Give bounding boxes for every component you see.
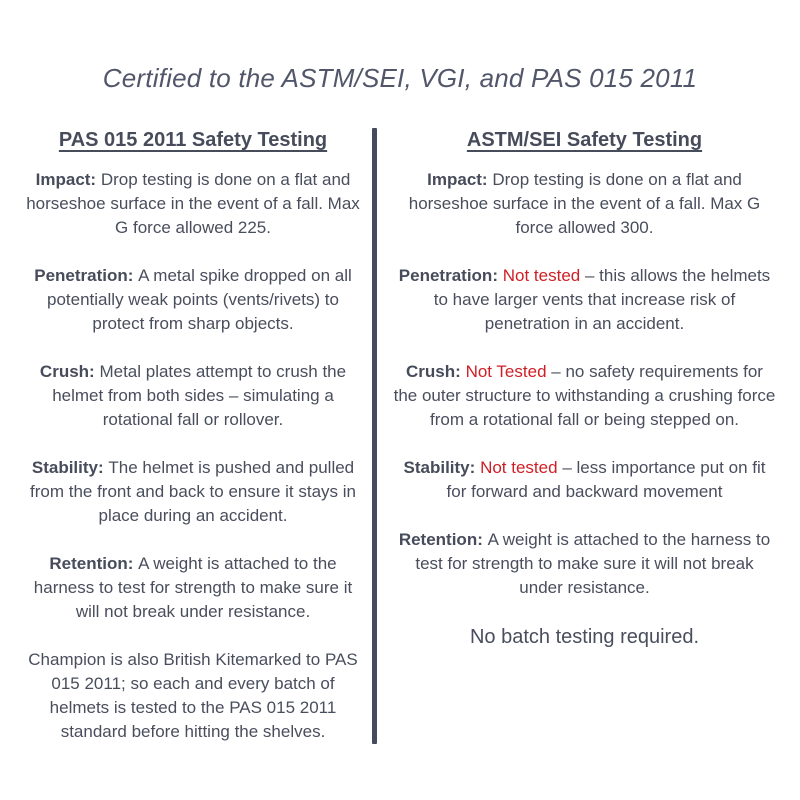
- pas-retention-item: [26, 552, 360, 624]
- comparison-columns: [0, 128, 800, 744]
- astm-impact-item: [393, 168, 776, 240]
- impact-label: Impact:: [427, 170, 488, 189]
- retention-label: Retention:: [398, 530, 483, 549]
- astm-retention-item: [393, 528, 776, 600]
- retention-text: A weight is attached to the harness to test for strength to make sure it will not break under resistance.: [415, 530, 771, 597]
- penetration-status: Not tested: [502, 266, 581, 285]
- stability-label: Stability:: [403, 458, 476, 477]
- astm-penetration-item: [393, 264, 776, 336]
- penetration-text: – this allows the helmets to have larger vents that increase risk of penetration in an accident.: [433, 266, 771, 333]
- impact-text: Drop testing is done on a flat and horseshoe surface in the event of a fall. Max G force allowed 225.: [26, 170, 360, 237]
- stability-label: Stability:: [31, 458, 104, 477]
- crush-text: Metal plates attempt to crush the helmet from both sides – simulating a rotational fall or rollover.: [52, 362, 347, 429]
- stability-status: Not tested: [480, 458, 558, 477]
- penetration-label: Penetration:: [34, 266, 134, 285]
- crush-status: Not Tested: [465, 362, 547, 381]
- astm-sei-column-header: ASTM/SEI Safety Testing: [466, 129, 703, 151]
- penetration-label: Penetration:: [398, 266, 498, 285]
- impact-label: Impact:: [35, 170, 97, 189]
- crush-label: Crush:: [406, 362, 461, 381]
- impact-text: Drop testing is done on a flat and horseshoe surface in the event of a fall. Max G force allowed 300.: [408, 170, 761, 237]
- astm-no-batch-note: No batch testing required.: [469, 626, 700, 648]
- pas-stability-item: [26, 456, 360, 528]
- kitemark-text: Champion is also British Kitemarked to PAS 015 2011; so each and every batch of helmets is tested to the PAS 015 2011 standard before hitting the shelves.: [28, 650, 358, 741]
- astm-stability-item: [393, 456, 776, 504]
- pas-impact-item: [26, 168, 360, 240]
- penetration-text: A metal spike dropped on all potentially weak points (vents/rivets) to protect from sharp objects.: [47, 266, 352, 333]
- pas-penetration-item: [26, 264, 360, 336]
- stability-text: The helmet is pushed and pulled from the front and back to ensure it stays in place during an accident.: [30, 458, 356, 525]
- astm-sei-column: [377, 128, 800, 744]
- astm-crush-item: [393, 360, 776, 432]
- retention-label: Retention:: [49, 554, 134, 573]
- pas-crush-item: [26, 360, 360, 432]
- certification-title: Certified to the ASTM/SEI, VGI, and PAS 015 2011: [102, 63, 698, 93]
- pas-kitemark-note: [26, 648, 360, 744]
- retention-text: A weight is attached to the harness to test for strength to make sure it will not break under resistance.: [33, 554, 353, 621]
- crush-label: Crush:: [39, 362, 95, 381]
- pas-015-column-header: PAS 015 2011 Safety Testing: [58, 129, 328, 151]
- stability-text: – less importance put on fit for forward and backward movement: [446, 458, 766, 501]
- crush-text: – no safety requirements for the outer structure to withstanding a crushing force from a rotational fall or being stepped on.: [393, 362, 776, 429]
- pas-015-column: [0, 128, 372, 744]
